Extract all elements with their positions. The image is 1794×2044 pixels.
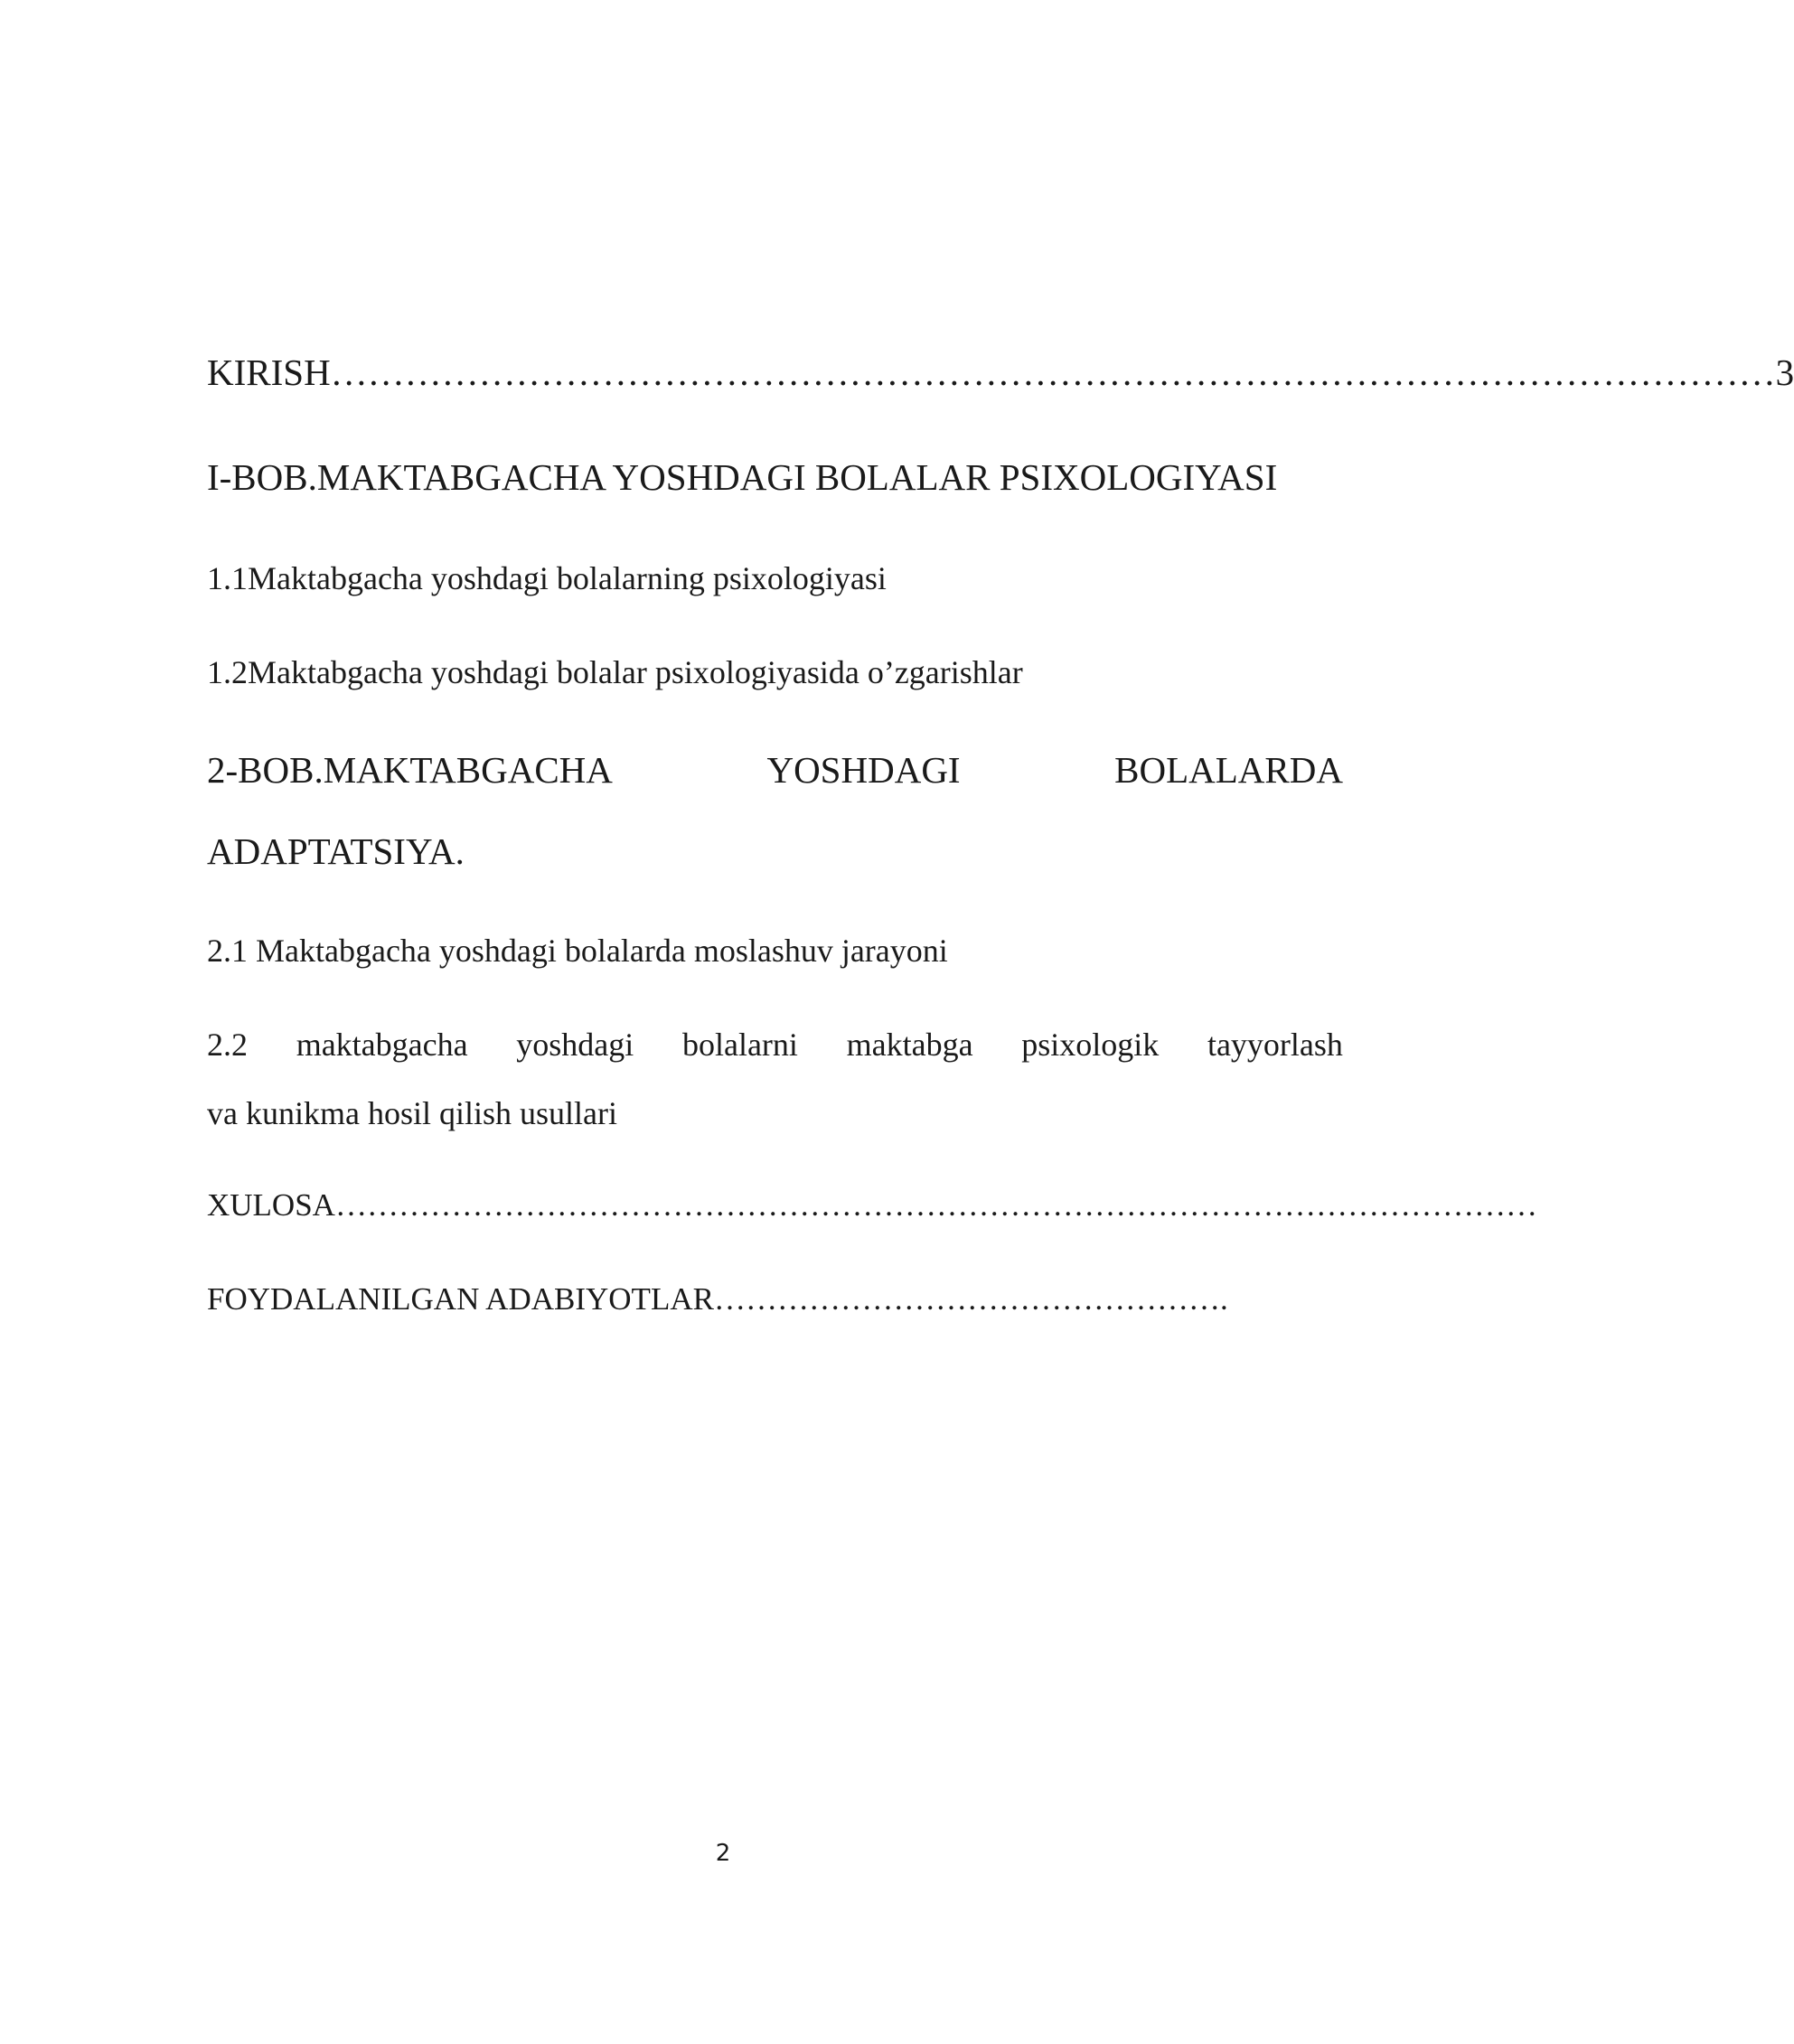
section-2-2-word: maktabga <box>846 1027 973 1063</box>
toc-section-2-1: 2.1 Maktabgacha yoshdagi bolalarda moslashuv jarayoni <box>207 933 948 969</box>
section-2-2-word: bolalarni <box>681 1027 798 1063</box>
toc-section-2-2-line-1 <box>207 1028 1343 1061</box>
section-2-2-word: 2.2 <box>207 1027 248 1063</box>
toc-chapter-1: I-BOB.MAKTABGACHA YOSHDAGI BOLALAR PSIXOLOGIYASI <box>207 456 1278 498</box>
chapter-2-word: 2-BOB.MAKTABGACHA <box>207 749 613 791</box>
chapter-2-word: BOLALARDA <box>1114 749 1343 791</box>
section-2-2-word: tayyorlash <box>1207 1027 1343 1063</box>
section-2-2-word: maktabgacha <box>296 1027 468 1063</box>
toc-chapter-2-line-1 <box>207 749 1343 791</box>
page-number: 2 <box>715 1840 731 1867</box>
toc-chapter-2-line-2: ADAPTATSIYA. <box>207 830 465 872</box>
toc-section-1-2: 1.2Maktabgacha yoshdagi bolalar psixologiyasida o’zgarishlar <box>207 654 1023 690</box>
section-2-2-word: psixologik <box>1021 1027 1160 1063</box>
toc-kirish: KIRISH………………………………………………………………………………………………………3 <box>207 352 1794 393</box>
toc-adabiyotlar: FOYDALANILGAN ADABIYOTLAR…………………………………………. <box>207 1281 1228 1317</box>
toc-section-1-1: 1.1Maktabgacha yoshdagi bolalarning psixologiyasi <box>207 560 887 596</box>
chapter-2-word: YOSHDAGI <box>766 749 961 791</box>
section-2-2-word: yoshdagi <box>516 1027 634 1063</box>
toc-section-2-2-line-2: va kunikma hosil qilish usullari <box>207 1095 617 1131</box>
toc-xulosa: XULOSA…………………………………………………………………………………………………… <box>207 1187 1537 1223</box>
